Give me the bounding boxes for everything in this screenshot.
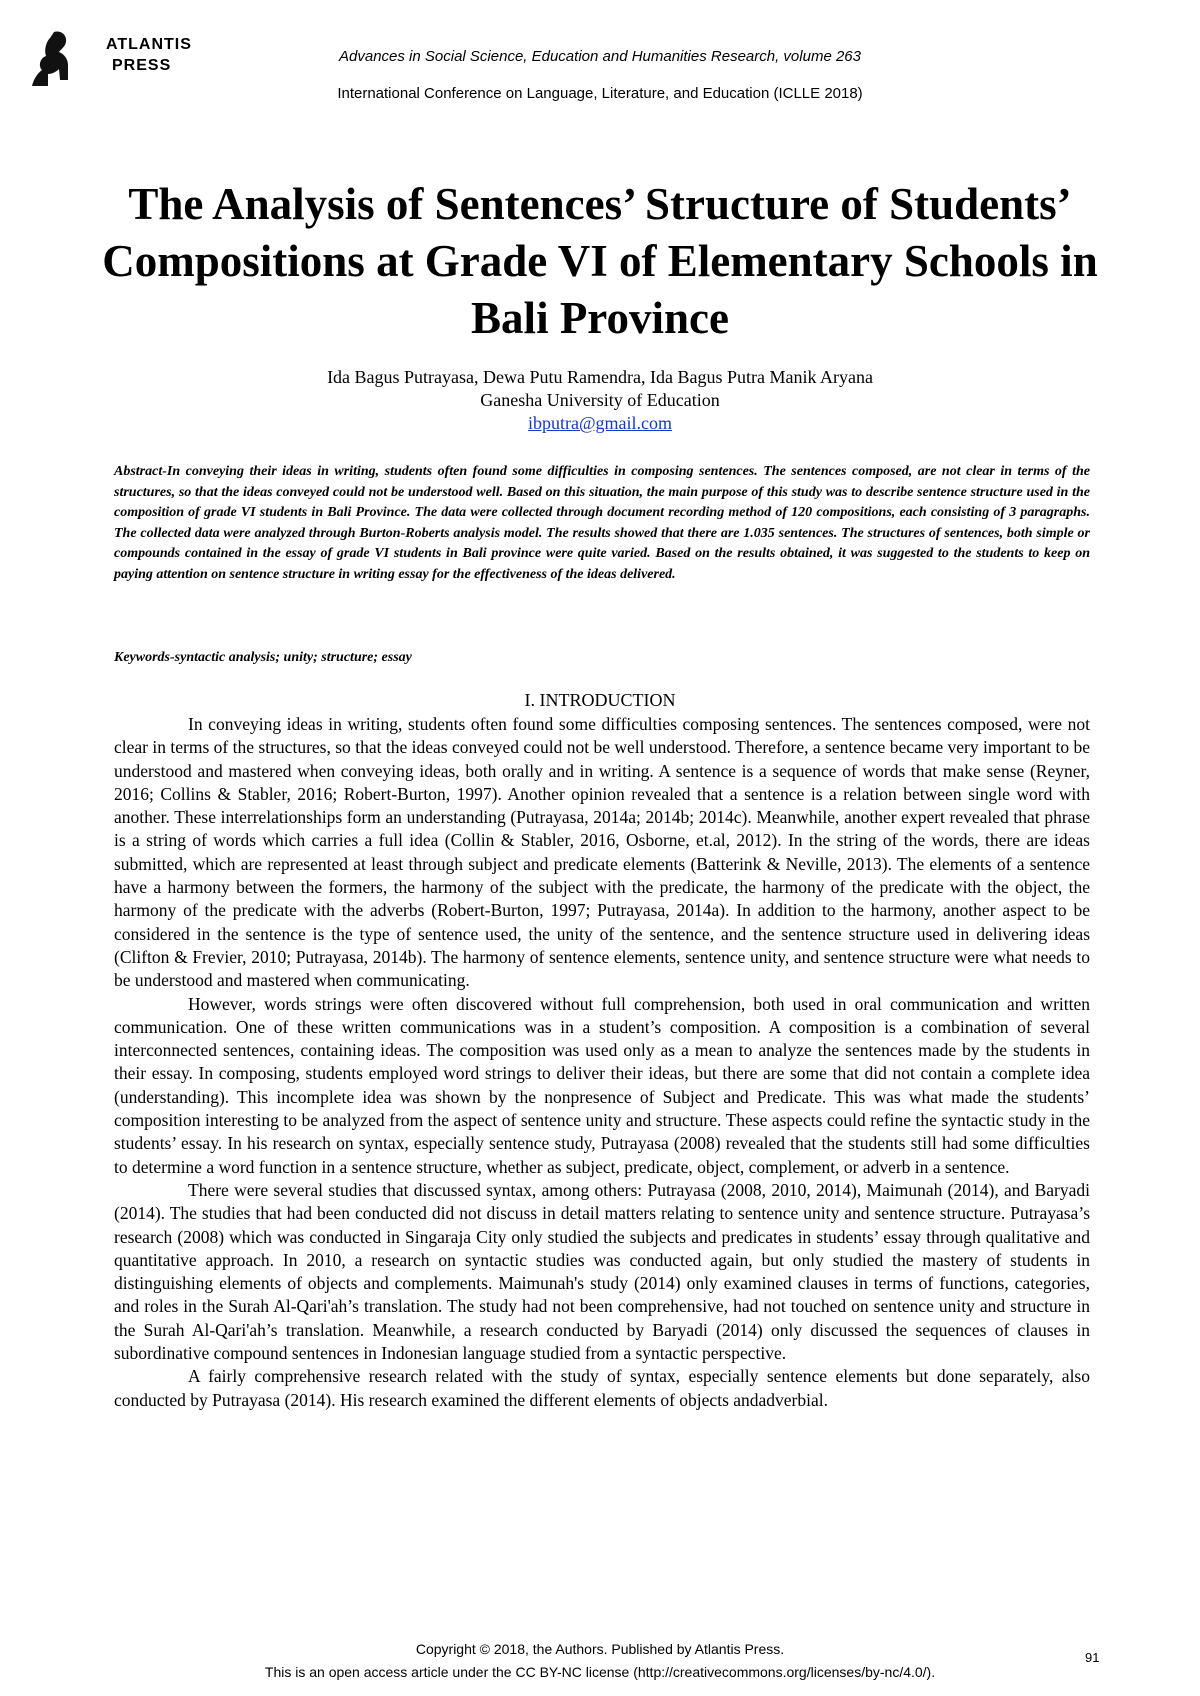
page-number: 91: [1085, 1650, 1100, 1665]
introduction-body: [114, 713, 1090, 1412]
paragraph-3: There were several studies that discussed syntax, among others: Putrayasa (2008, 2010, 2014), Maimunah (2014), and Baryadi (2014). The studies that had been conducted did not discuss in detail matters relating to sentence unity and sentence structure. Putrayasa’s research (2008) which was conducted in Singaraja City only studied the subjects and predicates in students’ essay through qualitative and quantitative approach. In 2010, a research on syntactic studies was conducted again, but only studied the mastery of students in distinguishing elements of objects and complements. Maimunah's study (2014) only examined clauses in terms of functions, categories, and roles in the Surah Al-Qari'ah’s translation. The study had not been comprehensive, had not touched on sentence unity and structure in the Surah Al-Qari'ah’s translation. Meanwhile, a research conducted by Baryadi (2014) only discussed the sequences of clauses in subordinative compound sentences in Indonesian language studied from a syntactic perspective.: [114, 1179, 1090, 1364]
abstract: Abstract-In conveying their ideas in writing, students often found some difficulties in composing sentences. The sentences composed, are not clear in terms of the structures, so that the ideas conveyed could not be understood well. Based on this situation, the main purpose of this study was to describe sentence structure used in the composition of grade VI students in Bali Province. The data were collected through document recording method of 120 compositions, each consisting of 3 paragraphs. The collected data were analyzed through Burton-Roberts analysis model. The results showed that there are 1.035 sentences. The structures of sentences, both simple or compounds contained in the essay of grade VI students in Bali province were quite varied. Based on the results obtained, it was suggested to the students to keep on paying attention on sentence structure in writing essay for the effectiveness of the ideas delivered.: [114, 464, 1090, 582]
email-link[interactable]: ibputra@gmail.com: [527, 413, 673, 433]
affiliation: Ganesha University of Education: [480, 390, 720, 410]
copyright-line: Copyright © 2018, the Authors. Published by Atlantis Press.: [415, 1641, 785, 1657]
section-heading: I. INTRODUCTION: [524, 690, 676, 710]
paragraph-1: In conveying ideas in writing, students often found some difficulties composing sentences. The sentences composed, were not clear in terms of the structures, so that the ideas conveyed could not be well understood. Therefore, a sentence became very important to be understood and mastered when conveying ideas, both orally and in writing. A sentence is a sequence of words that make sense (Reyner, 2016; Collins & Stabler, 2016; Robert-Burton, 1997). Another opinion revealed that a sentence is a relation between single word with another. These interrelationships form an understanding (Putrayasa, 2014a; 2014b; 2014c). Meanwhile, another expert revealed that phrase is a string of words which carries a full idea (Collin & Stabler, 2016, Osborne, et.al, 2012). In the string of the words, there are ideas submitted, which are represented at least through subject and predicate elements (Batterink & Neville, 2013). The elements of a sentence have a harmony between the formers, the harmony of the subject with the predicate, the harmony of the predicate with the object, the harmony of the predicate with the adverbs (Robert-Burton, 1997; Putrayasa, 2014a). In addition to the harmony, another aspect to be considered in the sentence is the type of sentence used, the unity of the sentence, and the sentence structure used in delivering ideas (Clifton & Frevier, 2010; Putrayasa, 2014b). The harmony of sentence elements, sentence unity, and sentence structure were what needs to be understood and mastered when communicating.: [114, 714, 1090, 991]
conference-name: International Conference on Language, Literature, and Education (ICLLE 2018): [337, 85, 863, 102]
paper-title: The Analysis of Sentences’ Structure of Students’ Compositions at Grade VI of Elementary Schools in Bali Province: [102, 179, 1098, 343]
series-name: Advances in Social Science, Education and Humanities Research, volume 263: [339, 48, 861, 65]
authors: Ida Bagus Putrayasa, Dewa Putu Ramendra, Ida Bagus Putra Manik Aryana: [327, 367, 873, 387]
paragraph-4: A fairly comprehensive research related with the study of syntax, especially sentence elements but done separately, also conducted by Putrayasa (2014). His research examined the different elements of objects andadverbial.: [114, 1366, 1090, 1410]
footer-copyright: [0, 1638, 1200, 1684]
keywords: Keywords-syntactic analysis; unity; structure; essay: [114, 650, 412, 665]
logo-line2: PRESS: [112, 57, 172, 74]
paragraph-2: However, words strings were often discovered without full comprehension, both used in oral communication and written communication. One of these written communications was in a student’s composition. A composition is a combination of several interconnected sentences, containing ideas. The composition was used only as a mean to analyze the sentences made by the students in their essay. In composing, students employed word strings to deliver their ideas, but there are some that did not contain a complete idea (understanding). This incomplete idea was shown by the nonpresence of Subject and Predicate. This was what made the students’ composition interesting to be analyzed from the aspect of sentence unity and structure. These aspects could refine the syntactic study in the students’ essay. In his research on syntax, especially sentence study, Putrayasa (2008) revealed that the students still had some difficulties to determine a word function in a sentence structure, whether as subject, predicate, object, complement, or adverb in a sentence.: [114, 993, 1090, 1177]
license-line: This is an open access article under the CC BY-NC license (http://creativecommons.org/licenses/by-nc/4.0/).: [264, 1664, 936, 1680]
logo-line1: ATLANTIS: [106, 36, 192, 53]
